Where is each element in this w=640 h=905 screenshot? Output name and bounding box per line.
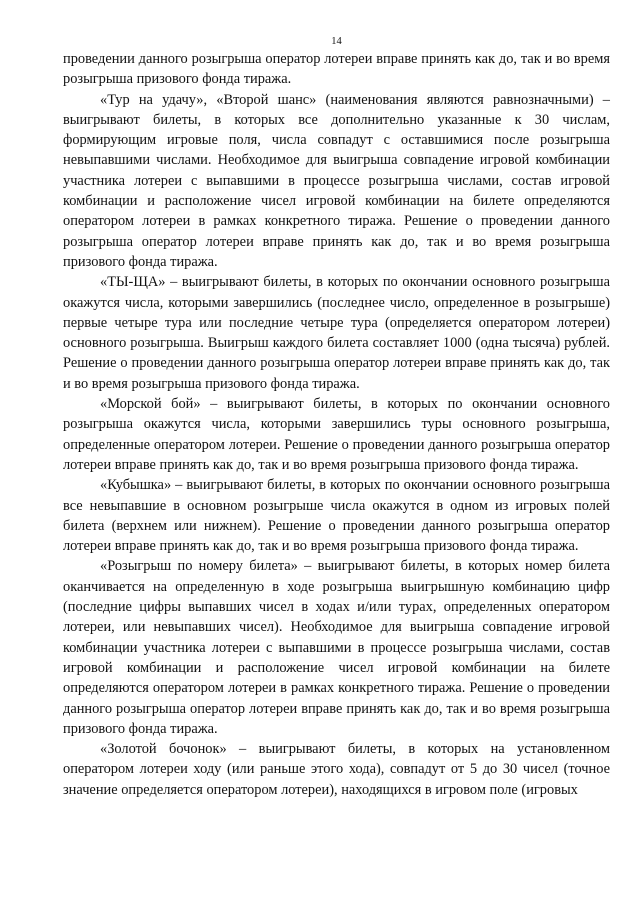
paragraph-tur-na-udachu: «Тур на удачу», «Второй шанс» (наименования являются равнозначными) – выигрывают билеты, в которых все дополнительно указанные к 30 числам, формирующим игровые поля, числа совпадут с оставшимися после розыгрыша невыпавшими числами. Необходимое для выигрыша совпадение игровой комбинации участника лотереи с выпавшими в процессе розыгрыша числами, состав игровой комбинации и расположение чисел игровой комбинации на билете определяются оператором лотереи в рамках конкретного тиража. Решение о проведении данного розыгрыша оператор лотереи вправе принять как до, так и во время розыгрыша призового фонда тиража. [63,91,610,270]
paragraph-continuation: проведении данного розыгрыша оператор лотереи вправе принять как до, так и во время розыгрыша призового фонда тиража. [63,51,610,88]
document-body [63,49,610,800]
page-number: 14 [331,36,342,47]
paragraph-kubyshka: «Кубышка» – выигрывают билеты, в которых по окончании основного розыгрыша все невыпавшие в основном розыгрыше числа окажутся в одном из игровых полей билета (верхнем или нижнем). Решение о проведении данного розыгрыша оператор лотереи вправе принять как до, так и во время розыгрыша призового фонда тиража. [63,477,610,555]
paragraph-ty-shcha: «ТЫ-ЩА» – выигрывают билеты, в которых по окончании основного розыгрыша окажутся числа, которыми завершились (последнее число, определенное в розыгрыше) первые четыре тура или последние четыре тура (определяется оператором лотереи) основного розыгрыша. Выигрыш каждого билета составляет 1000 (одна тысяча) рублей. Решение о проведении данного розыгрыша оператор лотереи вправе принять как до, так и во время розыгрыша призового фонда тиража. [63,274,610,392]
paragraph-rozygrysh-po-nomeru: «Розыгрыш по номеру билета» – выигрывают билеты, в которых номер билета оканчивается на определенную в ходе розыгрыша выигрышную комбинацию цифр (последние цифры выпавших чисел в ходах и/или турах, определенных оператором лотереи, или невыпавших чисел). Необходимое для выигрыша совпадение игровой комбинации участника лотереи с выпавшими в процессе розыгрыша числами, состав игровой комбинации и расположение чисел игровой комбинации на билете определяются оператором лотереи в рамках конкретного тиража. Решение о проведении данного розыгрыша оператор лотереи вправе принять как до, так и во время розыгрыша призового фонда тиража. [63,558,610,737]
paragraph-zolotoy-bochonok: «Золотой бочонок» – выигрывают билеты, в которых на установленном оператором лотереи ходу (или раньше этого хода), совпадут от 5 до 30 чисел (точное значение определяется оператором лотереи), находящихся в игровом поле (игровых [63,741,610,798]
paragraph-morskoy-boy: «Морской бой» – выигрывают билеты, в которых по окончании основного розыгрыша окажутся числа, которыми завершились туры основного розыгрыша, определенные оператором лотереи. Решение о проведении данного розыгрыша оператор лотереи вправе принять как до, так и во время розыгрыша призового фонда тиража. [63,396,610,473]
